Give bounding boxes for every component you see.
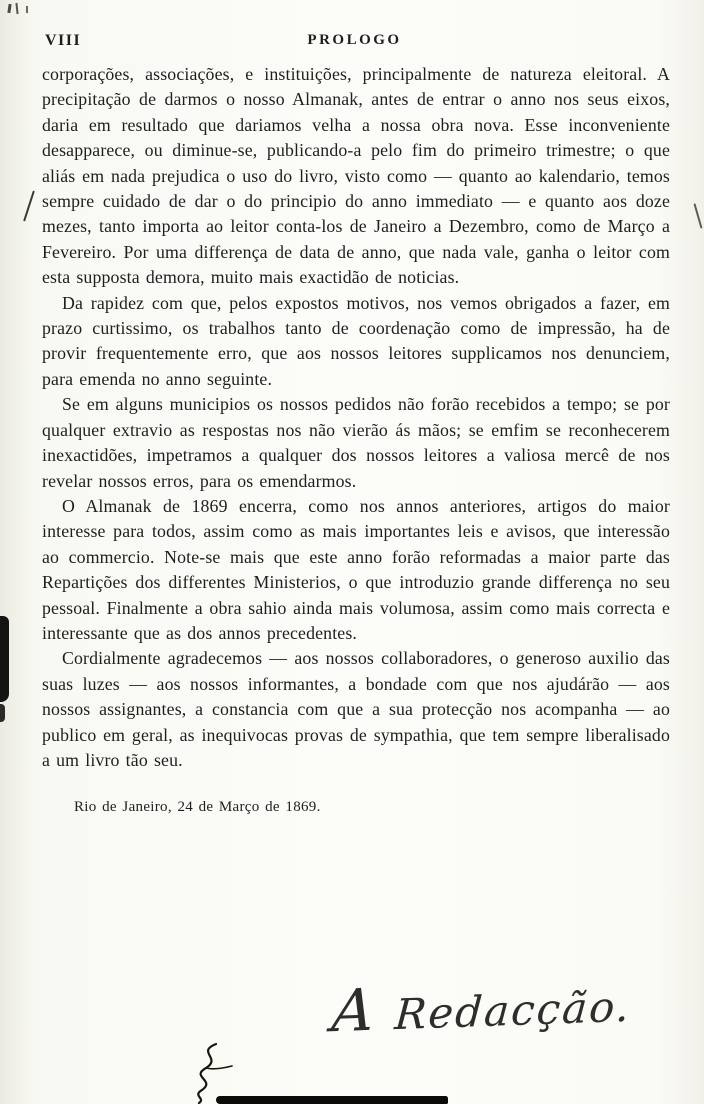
ink-bar-bottom-edge [216, 1096, 448, 1104]
dateline: Rio de Janeiro, 24 de Março de 1869. [74, 799, 321, 816]
page-number: VIII [45, 32, 82, 49]
paragraph: O Almanak de 1869 encerra, como nos annos anteriores, artigos do maior interesse para todos, assim como as mais importantes leis e avisos, que interessão ao commercio. Note-se mais que este anno forão reformadas a maior parte das Repartições dos differentes Ministerios, o que introduzio grande differença no seu pessoal. Finalmente a obra sahio ainda mais volumosa, assim como mais correcta e interessante que as dos annos precedentes. [42, 495, 670, 643]
running-title: PROLOGO [307, 32, 402, 48]
ink-blot-left-edge [0, 704, 5, 722]
ink-speck [26, 6, 28, 13]
pen-scribble-drawing [182, 1042, 238, 1104]
pen-scribble-flourish [182, 1042, 238, 1104]
ink-speck [7, 4, 11, 13]
page-body [42, 62, 670, 821]
paragraph: Se em alguns municipios os nossos pedidos não forão recebidos a tempo; se por qualquer extravio as respostas nos não vierão ás mãos; se emfim se reconhecerem inexactidões, impetramos a qualquer dos nossos leitores a valiosa mercê de nos revelar nossos erros, para os emendarmos. [42, 394, 670, 491]
ink-speck [15, 3, 18, 14]
ink-slash-mark [693, 203, 702, 229]
signature-handwritten: A Redacção. [330, 975, 634, 1046]
ink-blot-left-edge [0, 616, 9, 702]
paragraph: corporações, associações, e instituições, principalmente de natureza eleitoral. A precipitação de darmos o nosso Almanak, antes de entrar o anno nos seus eixos, daria em resultado que dariamos velha a nossa obra nova. Esse inconveniente desapparece, ou diminue-se, publicando-a pelo fim do primeiro trimestre; o que aliás em nada prejudica o uso do livro, visto como — quanto ao kalendario, temos sempre cuidado de dar o do principio do anno immediato — e quanto aos doze mezes, tanto importa ao leitor conta-los de Janeiro a Dezembro, como de Março a Fevereiro. Por uma differença de data de anno, que nada vale, ganha o leitor com esta supposta demora, muito mais exactidão de noticias. [42, 64, 670, 288]
page-header [45, 30, 664, 52]
paragraph: Da rapidez com que, pelos expostos motivos, nos vemos obrigados a fazer, em prazo curtissimo, os trabalhos tanto de coordenação como de impressão, ha de provir frequentemente erro, que aos nossos leitores supplicamos nos denunciem, para emenda no anno seguinte. [42, 292, 670, 389]
paragraph: Cordialmente agradecemos — aos nossos collaboradores, o generoso auxilio das suas luzes — aos nossos informantes, a bondade com que nos ajudárão — aos nossos assignantes, a constancia com que a sua protecção nos acompanha — ao publico em geral, as inequivocas provas de sympathia, que tem sempre liberalisado a um livro tão seu. [42, 648, 670, 770]
ink-slash-mark [23, 190, 35, 221]
